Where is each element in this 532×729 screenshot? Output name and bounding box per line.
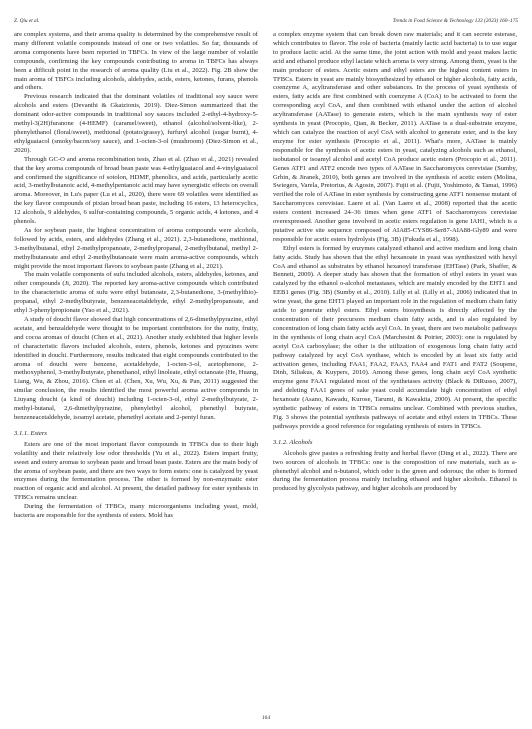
header-authors: Z. Qiu et al.: [14, 18, 40, 24]
page-number: 164: [262, 715, 270, 721]
paragraph: Alcohols give pastes a refreshing fruity and herbal flavor (Ding et al., 2022). There are two sources of alcohols in TFBCs: one is the composition of raw materials, such as a-phenethyl alcohol and n-butanol, which odor is the green and odorous; the other is formed during the fermentation process mainly including ethanol and higher alcohols. Ethanol is produced by glycolysis pathway, and higher alcohols are produced by: [273, 449, 517, 493]
paragraph: Previous research indicated that the dominant volatiles of traditional soy sauce were alcohols and esters (Devanthi & Gkatzionis, 2019). Diez-Simon summarized that the dominant odor-active compounds in traditional soy sauces included 2-ethyl-4-hydroxy-5-methyl-3(2H)furanone (4-HEMF) (caramel/sweet), ethanol (alcohol/solvent-like), 2-phenylethanol (floral/sweet), methional (potato/grassy), furfuryl alcohol (sugar burnt), 4-ethylguaiacol (smoky/bacon/soy sauce), and 1-octen-3-ol (mushroom) (Diez-Simon et al., 2020).: [14, 93, 258, 154]
running-header: [14, 18, 518, 28]
paragraph: a complex enzyme system that can break down raw materials; and it can secrete esterase, which contributes to flavor. The role of bacteria (mainly lactic acid bacteria) is to use sugar to produce lactic acid. At the same time, the joint action with mold and yeast makes lactic acid and ethanol produce ethyl lactate which aroma is very strong. Among them, yeast is the main producer of esters. Acetic esters and ethyl esters are the highest content esters in TFBCs. Esters in yeast are mainly biosynthesized by ethanol or higher alcohols, fatty acids, coenzyme A, acyltransferase and other substances. In the process of yeast synthesis of esters, fatty acids are first combined with coenzyme A (CoA) to be activated to form the corresponding acyl CoA, and then combined with ethanol under the action of alcohol acyltransferase (AATase) to generate esters, which is the main synthesis way of ester synthesis in yeast (Procopio, Qian, & Becker, 2011). AATase is a dual-substrate enzyme, which can catalyze the reaction of acyl CoA with alcohol to generate ester, and is the key enzyme for ester synthesis (Procopio et al., 2011). What's more, AATase is mainly responsible for the synthesis of acetic esters in yeast, catalyzing alcohols such as ethanol, isobutanol or isoamyl alcohol and acetyl CoA produce acetic esters (Procopio et al., 2011). Genes ATF1 and ATF2 encode two types of AATase in Saccharomyces cerevisiae (Sumby, Grbin, & Jiranek, 2010), both genes are involved in the synthesis of acetic esters (Molina, Swiegers, Varela, Pretorius, & Agosin, 2007). Fujii et al. (Fujii, Yoshimoto, & Tamai, 1996) verified the role of AATase in ester synthesis by constructing gene ATF1 nonsense mutant of Saccharomyces cerevisiae. Laere et al. (Van Laere et al., 2008) reported that the acetic esters content increased 24–36 times when gene ATF1 of Saccharomyces cerevisiae overexpressed. Another gene involved in acetic esters regulation is gene IAH1, which is a putative active site sequence composed of AIA85-CYS86-Ser87-AIA88-Gly89 and were responsible for acetic esters hydrolysis (Fig. 3B) (Fukuda et al., 1998).: [273, 31, 517, 243]
paragraph: are complex systems, and their aroma quality is determined by the comprehensive result of many different volatile compounds instead of one or two volatiles. So far, thousands of aroma components have been reported in TBFCs. In view of the large number of volatile compounds, confirming the key compounds contributing to aroma in TBFCs has always been a difficult point in the research of aroma quality (Liu et al., 2022). Fig. 2B show the main aroma of TBFCs including alcohols, aldehydes, acids, esters, ketones, furans, phenols and others.: [14, 31, 258, 92]
paragraph: Through GC-O and aroma recombination tests, Zhao et al. (Zhao et al., 2021) revealed that the key aroma compounds of broad bean paste was 4-ethylguaiacol and 4-vinylguaiacol and confirmed the significance of sotolon, HDMF, phenolics, and acids, particularly acetic acid, 3-methylbutanoic acid, 4-methylpentanoic acid may have synergistic effects on overall aroma. Moreover, in Lu's paper (Lu et al., 2020), there were 69 volatiles were identified as the key flavor compounds of pixian broad bean paste, including 16 esters, 13 heterocyclics, 12 alcohols, 9 aldehydes, 6 sulfur-containing compounds, 5 organic acids, 4 ketones, and 4 phenols.: [14, 155, 258, 226]
paragraph: Esters are one of the most important flavor compounds in TFBCs due to their high volatility and their relatively low odor thresholds (Yu et al., 2022). Esters impart fruity, sweet and estery aromas to soybean paste and broad bean paste. Esters are the main body of the aroma of soybean paste, and there are two ways to form esters: one is catalyzed by yeast enzymes during the fermentation process. The other is formed by non-enzymatic ester reaction of organic acid and alcohol. At present, the detailed pathway for ester synthesis in TFBCs remains unclear.: [14, 440, 258, 502]
right-column: [273, 31, 517, 494]
left-column: [14, 31, 258, 521]
paragraph: Ethyl esters is formed by enzymes catalyzed ethanol and active medium and long chain fatty acids. Study has shown that the ethyl hexanoate in yeast was synthesized with hexyl CoA and ethanol as substrates by ethanol hexanoyl transferase (EHTase) (Park, Shaffer, & Bennett, 2009). A deeper study has shown that the formation of ethyl esters in yeast was catalyzed by the ethanol o-alcohol metastases, which are mainly encoded by the EHT1 and EEB1 genes (Fig. 3B) (Sumby et al., 2010). Lilly et al. (Lilly et al., 2006) indicated that in wine yeast, the gene EHT1 played an important role in the regulation of medium chain fatty acids to generate ethyl esters. Ethyl esters biosynthesis is directly affected by the concentration of their precursors medium chain fatty acids, and is also regulated by concentration of long chain fatty acids acyl CoA. In yeast, there are two metabolic pathways in the synthesis of long chain acyl CoA (Marchesini & Poirier, 2003): one is regulated by acetyl CoA carboxylase; the other is the utilization of exogenous long chain fatty acid pathway catalyzed by acyl CoA synthase, which is encoded by at least six fatty acid activation genes, including FAA1, FAA2, FAA3, FAA4 and FAT1 and FAT2 (Soupene, Dinh, Siliakus, & Kuypers, 2010). Among these genes, long chain acyl CoA synthetic enzyme gene FAA1 regulated most of the synthetases activity (Black & DiRusso, 2007), and deleting FAA1 genes of sake yeast could accumulate high concentration of ethyl hexanoate (Asano, Kawadu, Kurose, Tarumi, & Kawakita, 2000). At present, the specific synthetic pathway of esters in TFBCs remains unclear. Combined with previous studies, Fig. 3 shows the potential synthesis pathways of acetate and ethyl esters in TFBCs. These pathways provide a good reference for regulating synthesis of esters in TFBCs.: [273, 244, 517, 430]
section-heading: 3.1.1. Esters: [14, 429, 47, 437]
section-heading: 3.1.2. Alcohols: [273, 438, 313, 446]
header-journal: Trends in Food Science & Technology 133 (2023) 160–175: [392, 18, 518, 24]
paragraph: During the fermentation of TFBCs, many microorganisms including yeast, mold, bacteria are responsible for the synthesis of esters. Mold has: [14, 503, 258, 520]
paragraph: As for soybean paste, the highest concentration of aroma compounds were alcohols, followed by acids, esters, and aldehydes (Zhang et al., 2021). 2,3-butanedione, methional, 3-methylbutanal, ethyl 2-methylpropanoate, 2-methylpropanal, 2-methylbutanal, methyl 2-methylbutanoate and ethyl 2-methylbutanoate were main aroma-active compounds, which might provide the most important flavors to soybean paste (Zhang et al., 2021).: [14, 226, 258, 270]
paragraph: The main volatile components of sufu included alcohols, esters, aldehydes, ketones, and other compounds (Ji, 2020). The reported key aroma-active compounds which contributed to the characteristic aroma of sufu were ethyl butanoate, 2,3-butanedione, 3-(methylthio)-propanal, ethyl 2-methylbutyrate, benzeneacetaldehyde, ethyl 2-methylpropanoate, and ethyl 3-phenylpropionate (Yao et al., 2021).: [14, 271, 258, 315]
paragraph: A study of douchi flavor showed that high concentrations of 2,6-dimethylpyrazine, ethyl acetate, and benzaldehyde were thought to be important contributors for the nutty, fruity, and cocoa aromas of douchi (Chen et al., 2021). Another study exhibited that higher levels of characteristic flavors included alcohols, esters, phenols, ketones and pyrazines were identified in douchi. Furthermore, results indicated that eight compounds contributed to the aroma of douchi were benzene, acetaldehyde, 1-octen-3-ol, acetophenone, 2-methoxyphenol, 3-methylbutyrate, phenethanol, ethyl linoleate, ethyl octanoate (He, Huang, Liang, Wu, & Zhou, 2016). Chen et al. (Chen, Xu, Wu, Xu, & Pan, 2011) suggested the similar conclusion, the results identified the most powerful aroma active compounds in Liuyang douchi (a kind of douchi) including 1-octen-3-ol, ethyl 2-methylbutyrate, 2-methyl-butanal, 2,6-dimethylpyrazine, phenylethyl alcohol, phenethyl butyrate, benzeneacetaldehyde, isoamyl acetate, phenethyl acetate and 2-pentyl furan.: [14, 316, 258, 421]
